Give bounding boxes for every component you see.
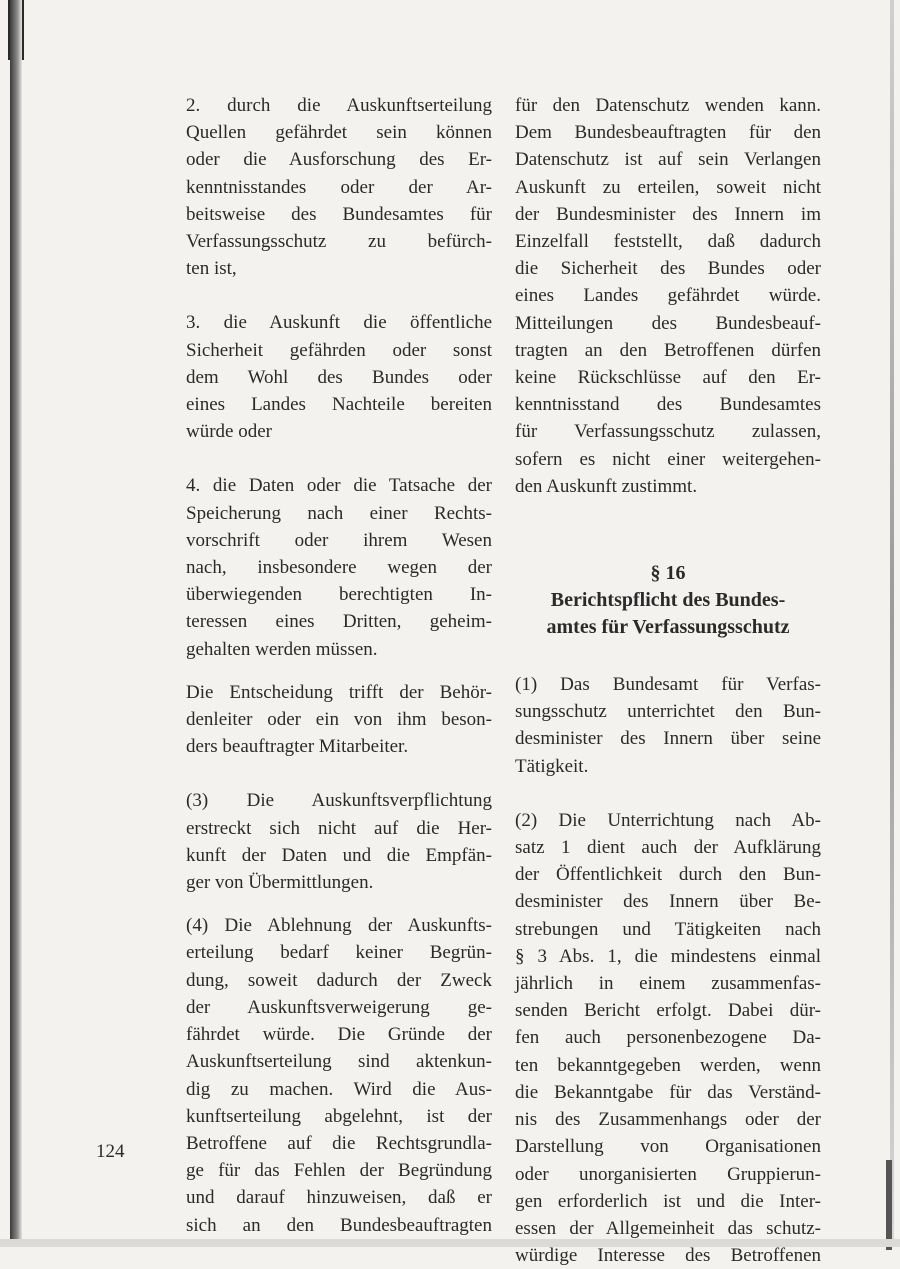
text-line: für den Datenschutz wenden kann.	[515, 95, 821, 116]
continuation-paragraph	[515, 92, 821, 500]
text-line: würde oder	[186, 421, 272, 443]
text-line: Die Entscheidung trifft der Behör-	[186, 681, 492, 703]
text-line: Verfassungsschutz zu befürch-	[186, 231, 492, 253]
text-line: der Bundesminister des Innern im	[515, 203, 821, 225]
text-line: Sicherheit gefährden oder sonst	[186, 339, 492, 361]
text-line: kunftserteilung abgelehnt, ist der	[186, 1105, 492, 1127]
text-line: Dem Bundesbeauftragten für den	[515, 122, 821, 144]
section-number: § 16	[650, 562, 686, 585]
text-line: (4) Die Ablehnung der Auskunfts-	[186, 915, 492, 937]
text-line: ge für das Fehlen der Begründung	[186, 1160, 492, 1182]
text-line: nis des Zusammenhangs oder der	[515, 1109, 821, 1131]
text-line: senden Bericht erfolgt. Dabei dür-	[515, 1000, 821, 1022]
text-line: tragten an den Betroffenen dürfen	[515, 339, 821, 361]
decision-paragraph	[186, 679, 492, 761]
text-line: dig zu machen. Wird die Aus-	[186, 1078, 492, 1100]
text-line: beitsweise des Bundesamtes für	[186, 203, 492, 225]
section-heading	[515, 560, 821, 641]
text-line: essen der Allgemeinheit das schutz-	[515, 1217, 821, 1239]
text-line: Quellen gefährdet sein können	[186, 122, 492, 144]
text-line: dung, soweit dadurch der Zweck	[186, 969, 492, 991]
section-title-line: amtes für Verfassungsschutz	[546, 616, 790, 639]
text-line: ders beauftragter Mitarbeiter.	[186, 736, 409, 758]
text-line: gen erforderlich ist und die Inter-	[515, 1190, 821, 1212]
left-column	[186, 92, 492, 1239]
text-line: die Bekanntgabe für das Verständ-	[515, 1081, 821, 1103]
text-line: überwiegenden berechtigten In-	[186, 584, 492, 606]
scan-binding-edge	[10, 0, 22, 1247]
text-line: Betroffene auf die Rechtsgrundla-	[186, 1132, 492, 1154]
text-line: § 3 Abs. 1, die mindestens einmal	[515, 945, 821, 967]
text-line: sungsschutz unterrichtet den Bun-	[515, 701, 821, 723]
text-line: Tätigkeit.	[515, 755, 589, 777]
text-line: sich an den Bundesbeauftragten	[186, 1214, 492, 1236]
section-title-line: Berichtspflicht des Bundes-	[550, 589, 786, 612]
paragraph-3	[186, 787, 492, 896]
text-line: ger von Übermittlungen.	[186, 872, 374, 894]
text-line: Mitteilungen des Bundesbeauf-	[515, 312, 821, 334]
list-item-3	[186, 309, 492, 445]
list-item-4	[186, 472, 492, 662]
text-line: Datenschutz ist auf sein Verlangen	[515, 149, 821, 171]
text-line: oder unorganisierten Gruppierun-	[515, 1163, 821, 1185]
text-line: vorschrift oder ihrem Wesen	[186, 529, 492, 551]
text-line: (1) Das Bundesamt für Verfas-	[515, 674, 821, 696]
text-line: den Auskunft zustimmt.	[515, 475, 698, 497]
text-line: kunft der Daten und die Empfän-	[186, 844, 492, 866]
text-line: keine Rückschlüsse auf den Er-	[515, 367, 821, 389]
text-line: Einzelfall feststellt, daß dadurch	[515, 231, 821, 253]
text-line: Auskunftserteilung sind aktenkun-	[186, 1051, 492, 1073]
text-line: 2. durch die Auskunftserteilung	[186, 95, 492, 116]
text-line: satz 1 dient auch der Aufklärung	[515, 837, 821, 859]
text-line: gehalten werden müssen.	[186, 638, 378, 660]
text-line: jährlich in einem zusammenfas-	[515, 973, 821, 995]
text-line: der Öffentlichkeit durch den Bun-	[515, 864, 821, 886]
paragraph-2	[515, 807, 821, 1269]
text-line: dem Wohl des Bundes oder	[186, 366, 492, 388]
text-line: kenntnisstand des Bundesamtes	[515, 394, 821, 416]
text-line: für Verfassungsschutz zulassen,	[515, 421, 821, 443]
text-line: fährdet würde. Die Gründe der	[186, 1024, 492, 1046]
text-line: sofern es nicht einer weitergehen-	[515, 448, 821, 470]
page-number: 124	[96, 1141, 125, 1162]
list-item-2	[186, 92, 492, 282]
paragraph-4	[186, 912, 492, 1238]
text-line: ten bekanntgegeben werden, wenn	[515, 1054, 821, 1076]
text-line: (3) Die Auskunftsverpflichtung	[186, 790, 492, 812]
text-line: eines Landes gefährdet würde.	[515, 285, 821, 307]
text-line: Auskunft zu erteilen, soweit nicht	[515, 176, 821, 198]
paragraph-1	[515, 671, 821, 780]
text-line: erstreckt sich nicht auf die Her-	[186, 817, 492, 839]
text-line: nach, insbesondere wegen der	[186, 557, 492, 579]
text-line: kenntnisstandes oder der Ar-	[186, 176, 492, 198]
text-line: 4. die Daten oder die Tatsache der	[186, 475, 492, 497]
text-line: desminister des Innern über seine	[515, 728, 821, 750]
right-column	[515, 92, 821, 1269]
text-line: fen auch personenbezogene Da-	[515, 1027, 821, 1049]
text-line: ten ist,	[186, 258, 237, 280]
text-line: denleiter oder ein von ihm beson-	[186, 709, 492, 731]
text-line: die Sicherheit des Bundes oder	[515, 258, 821, 280]
text-line: erteilung bedarf keiner Begrün-	[186, 942, 492, 964]
text-line: eines Landes Nachteile bereiten	[186, 394, 492, 416]
text-line: Speicherung nach einer Rechts-	[186, 502, 492, 524]
text-line: würdige Interesse des Betroffenen	[515, 1245, 821, 1267]
scan-right-edge-shadow	[886, 1160, 892, 1250]
text-line: der Auskunftsverweigerung ge-	[186, 996, 492, 1018]
text-line: (2) Die Unterrichtung nach Ab-	[515, 809, 821, 831]
text-line: und darauf hinzuweisen, daß er	[186, 1187, 492, 1209]
text-line: desminister des Innern über Be-	[515, 891, 821, 913]
text-line: 3. die Auskunft die öffentliche	[186, 312, 492, 334]
text-line: teressen eines Dritten, geheim-	[186, 611, 492, 633]
text-line: strebungen und Tätigkeiten nach	[515, 918, 821, 940]
text-line: oder die Ausforschung des Er-	[186, 149, 492, 171]
text-line: Darstellung von Organisationen	[515, 1136, 821, 1158]
scan-right-edge	[890, 0, 894, 1247]
